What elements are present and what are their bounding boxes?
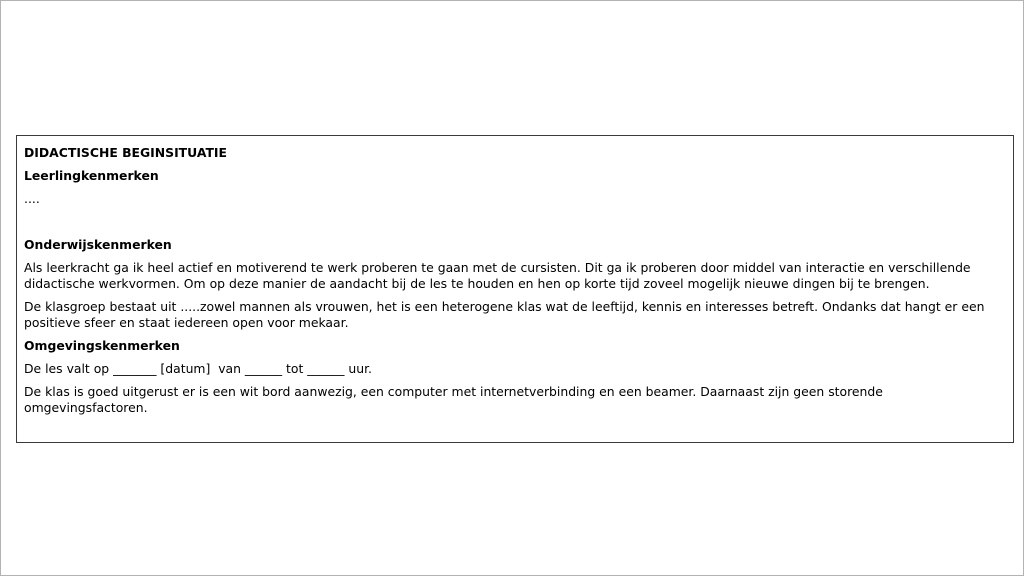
omgevingskenmerken-paragraph-1: De les valt op _______ [datum] van ______ tot ______ uur. xyxy=(24,361,372,376)
leerlingkenmerken-placeholder: .... xyxy=(24,191,40,206)
onderwijskenmerken-paragraph-1: Als leerkracht ga ik heel actief en motiverend te werk proberen te gaan met de cursisten. Dit ga ik proberen door middel van interactie en verschillende didactische werkvormen. Om op deze manier de aandacht bij de les te houden en hen op korte tijd zoveel mogelijk nieuwe dingen bij te brengen. xyxy=(24,260,971,291)
document-box xyxy=(16,135,1014,443)
section-heading-omgevingskenmerken: Omgevingskenmerken xyxy=(24,338,180,353)
onderwijskenmerken-paragraph-2: De klasgroep bestaat uit .....zowel mannen als vrouwen, het is een heterogene klas wat de leeftijd, kennis en interesses betreft. Ondanks dat hangt er een positieve sfeer en staat iedereen open voor mekaar. xyxy=(24,299,985,330)
omgevingskenmerken-paragraph-2: De klas is goed uitgerust er is een wit bord aanwezig, een computer met internetverbinding en een beamer. Daarnaast zijn geen storende omgevingsfactoren. xyxy=(24,384,883,415)
document-title: DIDACTISCHE BEGINSITUATIE xyxy=(24,145,227,160)
section-heading-onderwijskenmerken: Onderwijskenmerken xyxy=(24,237,172,252)
section-heading-leerlingkenmerken: Leerlingkenmerken xyxy=(24,168,159,183)
